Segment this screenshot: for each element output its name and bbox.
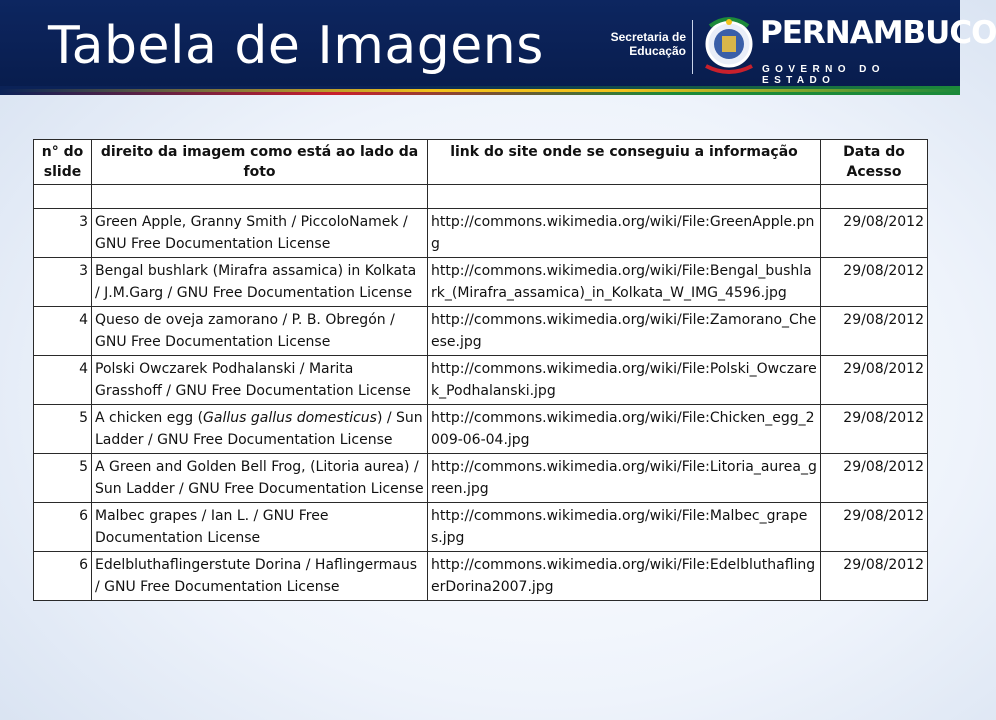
source-link-text: http://commons.wikimedia.org/wiki/File:Malbec_grapes.jpg bbox=[431, 508, 808, 546]
table-row bbox=[34, 356, 928, 405]
secretaria-line1: Secretaria de bbox=[610, 30, 686, 44]
image-credit-cell bbox=[92, 356, 428, 405]
slide-number: 3 bbox=[79, 263, 88, 279]
slide-number: 5 bbox=[79, 410, 88, 426]
access-date: 29/08/2012 bbox=[843, 361, 924, 377]
access-date-cell bbox=[821, 185, 928, 209]
image-credit-cell bbox=[92, 405, 428, 454]
access-date-cell bbox=[821, 209, 928, 258]
page-title: Tabela de Imagens bbox=[48, 16, 544, 76]
column-header-credit: direito da imagem como está ao lado da foto bbox=[92, 140, 428, 185]
source-link-cell bbox=[428, 258, 821, 307]
slide-number: 4 bbox=[79, 361, 88, 377]
slide-number-cell bbox=[34, 503, 92, 552]
source-link-cell bbox=[428, 405, 821, 454]
table-row bbox=[34, 209, 928, 258]
source-link-text: http://commons.wikimedia.org/wiki/File:GreenApple.png bbox=[431, 214, 815, 252]
access-date: 29/08/2012 bbox=[843, 410, 924, 426]
source-link-cell bbox=[428, 307, 821, 356]
brand-name: PERNAMBUCO bbox=[760, 15, 996, 51]
source-link-text: http://commons.wikimedia.org/wiki/File:Zamorano_Cheese.jpg bbox=[431, 312, 817, 350]
source-link-cell bbox=[428, 454, 821, 503]
column-header-date: Data do Acesso bbox=[821, 140, 928, 185]
image-credit-italic: Gallus gallus domesticus bbox=[203, 410, 377, 426]
column-header-slide: n° do slide bbox=[34, 140, 92, 185]
table-row bbox=[34, 258, 928, 307]
slide-number-cell bbox=[34, 307, 92, 356]
table-row bbox=[34, 307, 928, 356]
access-date: 29/08/2012 bbox=[843, 557, 924, 573]
header-color-stripes bbox=[0, 86, 960, 96]
access-date: 29/08/2012 bbox=[843, 459, 924, 475]
source-link-text: http://commons.wikimedia.org/wiki/File:Polski_Owczarek_Podhalanski.jpg bbox=[431, 361, 817, 399]
source-link-cell bbox=[428, 209, 821, 258]
access-date-cell bbox=[821, 552, 928, 601]
access-date-cell bbox=[821, 503, 928, 552]
slide-number-cell bbox=[34, 356, 92, 405]
access-date: 29/08/2012 bbox=[843, 214, 924, 230]
access-date: 29/08/2012 bbox=[843, 263, 924, 279]
slide-header bbox=[0, 0, 996, 92]
image-credit-cell bbox=[92, 209, 428, 258]
brand-subtitle: GOVERNO DO ESTADO bbox=[762, 64, 885, 86]
table-header-row bbox=[34, 140, 928, 185]
slide-number: 6 bbox=[79, 508, 88, 524]
image-credit-text: A Green and Golden Bell Frog, (Litoria aurea) / Sun Ladder / GNU Free Documentation License bbox=[95, 459, 424, 497]
image-credit-cell bbox=[92, 307, 428, 356]
access-date-cell bbox=[821, 307, 928, 356]
image-credit-text: Edelbluthaflingerstute Dorina / Haflingermaus / GNU Free Documentation License bbox=[95, 557, 418, 595]
slide-number-cell bbox=[34, 185, 92, 209]
table-row bbox=[34, 185, 928, 209]
image-credit-text: A chicken egg ( bbox=[95, 410, 204, 426]
access-date-cell bbox=[821, 258, 928, 307]
image-credit-text: Polski Owczarek Podhalanski / Marita Grasshoff / GNU Free Documentation License bbox=[95, 361, 411, 399]
image-credit-cell bbox=[92, 258, 428, 307]
image-credit-text: Bengal bushlark (Mirafra assamica) in Kolkata / J.M.Garg / GNU Free Documentation License bbox=[95, 263, 417, 301]
slide-number-cell bbox=[34, 552, 92, 601]
table-row bbox=[34, 454, 928, 503]
slide-number-cell bbox=[34, 405, 92, 454]
slide-number-cell bbox=[34, 454, 92, 503]
source-link-text: http://commons.wikimedia.org/wiki/File:Chicken_egg_2009-06-04.jpg bbox=[431, 410, 815, 448]
header-divider bbox=[692, 20, 693, 74]
image-credit-cell bbox=[92, 454, 428, 503]
slide-number: 5 bbox=[79, 459, 88, 475]
source-link-text: http://commons.wikimedia.org/wiki/File:Bengal_bushlark_(Mirafra_assamica)_in_Kolkata_W_IMG_4596.jpg bbox=[431, 263, 812, 301]
table-body bbox=[34, 185, 928, 601]
slide-number: 6 bbox=[79, 557, 88, 573]
access-date-cell bbox=[821, 454, 928, 503]
secretaria-label bbox=[604, 30, 686, 58]
table-row bbox=[34, 552, 928, 601]
source-link-text: http://commons.wikimedia.org/wiki/File:Litoria_aurea_green.jpg bbox=[431, 459, 817, 497]
image-credit-text: Queso de oveja zamorano / P. B. Obregón / GNU Free Documentation License bbox=[95, 312, 395, 350]
column-header-link: link do site onde se conseguiu a informação bbox=[428, 140, 821, 185]
slide-number-cell bbox=[34, 258, 92, 307]
image-credit-cell bbox=[92, 503, 428, 552]
table-row bbox=[34, 503, 928, 552]
source-link-cell bbox=[428, 552, 821, 601]
access-date-cell bbox=[821, 405, 928, 454]
secretaria-line2: Educação bbox=[629, 44, 686, 58]
slide-number: 4 bbox=[79, 312, 88, 328]
image-credits-table bbox=[33, 139, 928, 601]
source-link-text: http://commons.wikimedia.org/wiki/File:EdelbluthaflingerDorina2007.jpg bbox=[431, 557, 816, 595]
access-date: 29/08/2012 bbox=[843, 508, 924, 524]
table-row bbox=[34, 405, 928, 454]
image-credit-text: Green Apple, Granny Smith / PiccoloNamek / GNU Free Documentation License bbox=[95, 214, 408, 252]
slide-number: 3 bbox=[79, 214, 88, 230]
image-credit-cell bbox=[92, 185, 428, 209]
source-link-cell bbox=[428, 503, 821, 552]
slide-number-cell bbox=[34, 209, 92, 258]
access-date: 29/08/2012 bbox=[843, 312, 924, 328]
image-credit-cell bbox=[92, 552, 428, 601]
access-date-cell bbox=[821, 356, 928, 405]
source-link-cell bbox=[428, 356, 821, 405]
image-credit-text-end: ) / Sun Ladder / GNU Free Documentation License bbox=[95, 410, 423, 448]
image-credit-text: Malbec grapes / Ian L. / GNU Free Documentation License bbox=[95, 508, 329, 546]
source-link-cell bbox=[428, 185, 821, 209]
state-seal-icon bbox=[700, 14, 758, 78]
